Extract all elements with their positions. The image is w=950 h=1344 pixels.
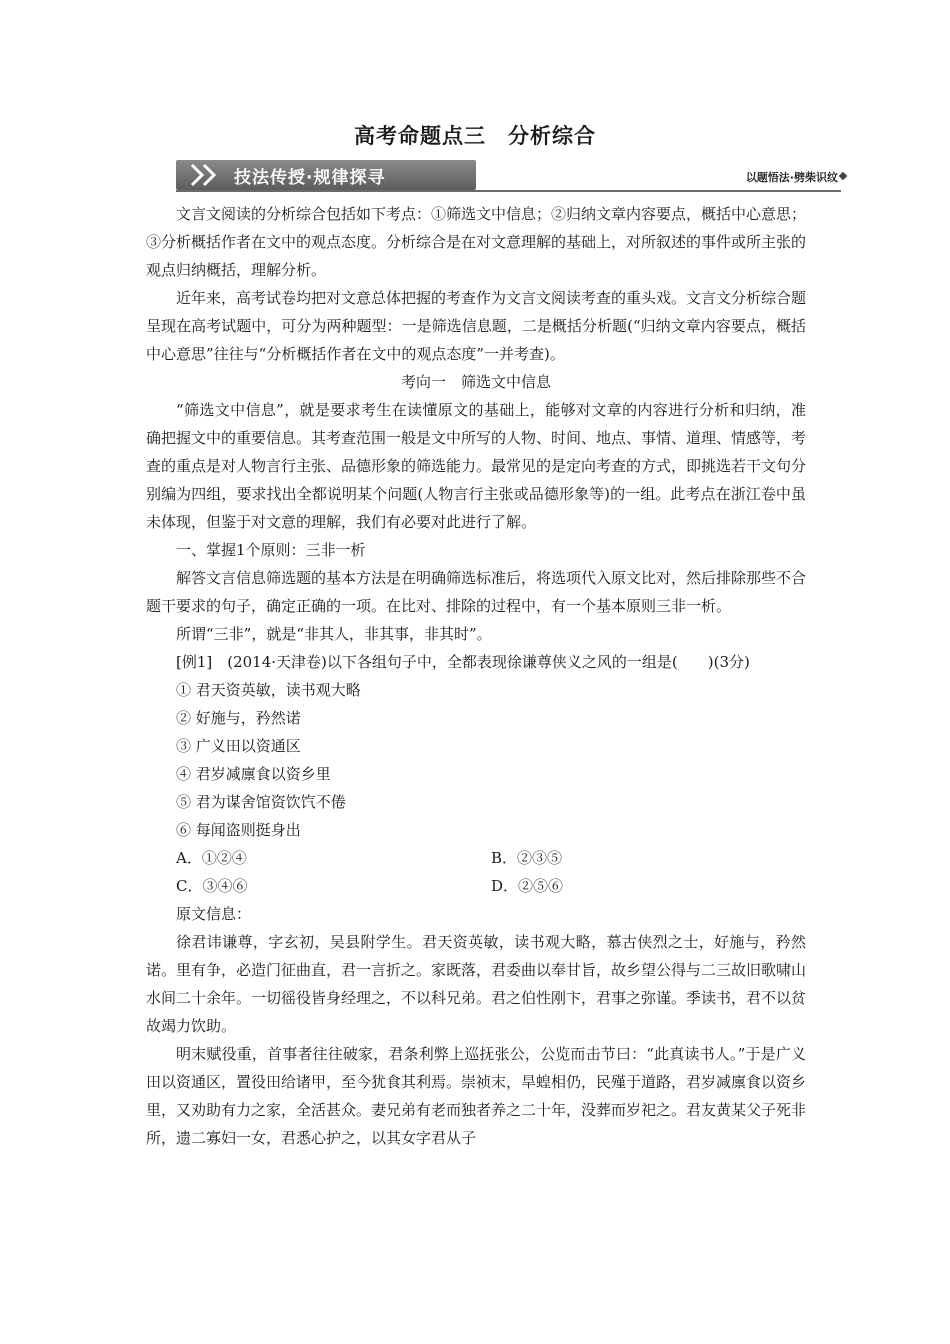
page-title: 高考命题点三 分析综合: [354, 123, 596, 148]
choice-b: B．②③⑤: [491, 849, 563, 867]
banner-bar: [176, 160, 476, 190]
answer-choices-row: [146, 844, 806, 872]
banner-label: 技法传授·规律探寻: [234, 168, 386, 188]
banner-right-label: 以题悟法·劈柴识纹: [745, 171, 838, 184]
paragraph: 解答文言信息筛选题的基本方法是在明确筛选标准后，将选项代入原文比对，然后排除那些不合题干要求的句子，确定正确的一项。在比对、排除的过程中，有一个基本原则三非一析。: [146, 569, 807, 615]
diamond-icon: [839, 172, 847, 180]
paragraph: “筛选文中信息”，就是要求考生在读懂原文的基础上，能够对文章的内容进行分析和归纳，准确把握文中的重要信息。其考查范围一般是文中所写的人物、时间、地点、事情、道理、情感等，考查的重点是对人物言行主张、品德形象的筛选能力。最常见的是定向考查的方式，即挑选若干文句分别编为四组，要求找出全都说明某个问题(人物言行主张或品德形象等)的一组。此考点在浙江卷中虽未体现，但鉴于对文意的理解，我们有必要对此进行了解。: [146, 401, 807, 531]
banner-underline: [176, 190, 841, 192]
answer-choices-row: [146, 872, 806, 900]
double-chevron-icon: [188, 163, 228, 187]
option-item: ⑤ 君为谋舍馆资饮饩不倦: [176, 793, 346, 811]
paragraph: 文言文阅读的分析综合包括如下考点：①筛选文中信息；②归纳文章内容要点，概括中心意思；③分析概括作者在文中的观点态度。分析综合是在对文意理解的基础上，对所叙述的事件或所主张的观点归纳概括，理解分析。: [146, 205, 807, 279]
article-body: [146, 200, 806, 1152]
choice-c: C．③④⑥: [176, 877, 248, 895]
section-heading: 考向一 筛选文中信息: [400, 373, 551, 391]
choice-a: A．①②④: [176, 849, 247, 867]
example-question: [例1] (2014·天津卷)以下各组句子中，全都表现徐谦尊侠义之风的一组是( )(3分): [176, 653, 750, 671]
source-paragraph: 徐君讳谦尊，字玄初，吴县附学生。君天资英敏，读书观大略，慕古侠烈之士，好施与，矜然诺。里有争，必造门征曲直，君一言折之。家既落，君委曲以奉甘旨，故乡望公得与二三故旧歌啸山水间二十余年。一切徭役皆身经理之，不以科兄弟。君之伯性刚卞，君事之弥谨。季读书，君不以贫故竭力饮助。: [146, 933, 807, 1035]
section-banner: [176, 160, 846, 196]
option-item: ③ 广义田以资通区: [176, 737, 301, 755]
choice-d: D．②⑤⑥: [491, 877, 564, 895]
paragraph: 所谓“三非”，就是“非其人，非其事，非其时”。: [176, 625, 492, 643]
paragraph: 近年来，高考试卷均把对文意总体把握的考查作为文言文阅读考查的重头戏。文言文分析综合题呈现在高考试题中，可分为两种题型：一是筛选信息题，二是概括分析题(“归纳文章内容要点，概括中心意思”往往与“分析概括作者在文中的观点态度”一并考查)。: [146, 289, 807, 363]
option-item: ② 好施与，矜然诺: [176, 709, 301, 727]
source-paragraph: 明末赋役重，首事者往往破家，君条利弊上巡抚张公，公览而击节曰：“此真读书人。”于是广义田以资通区，置役田给诸甲，至今犹食其利焉。崇祯末，旱蝗相仍，民殣于道路，君岁减廪食以资乡里，又劝助有力之家，全活甚众。妻兄弟有老而独者养之二十年，没葬而岁祀之。君友黄某父子死非所，遗二寡妇一女，君悉心护之，以其女字君从子: [146, 1045, 807, 1147]
subheading: 一、掌握1个原则：三非一析: [176, 541, 366, 559]
option-item: ④ 君岁减廪食以资乡里: [176, 765, 331, 783]
source-label: 原文信息：: [176, 905, 252, 923]
option-item: ① 君天资英敏，读书观大略: [176, 681, 361, 699]
option-item: ⑥ 每闻盗则挺身出: [176, 821, 301, 839]
